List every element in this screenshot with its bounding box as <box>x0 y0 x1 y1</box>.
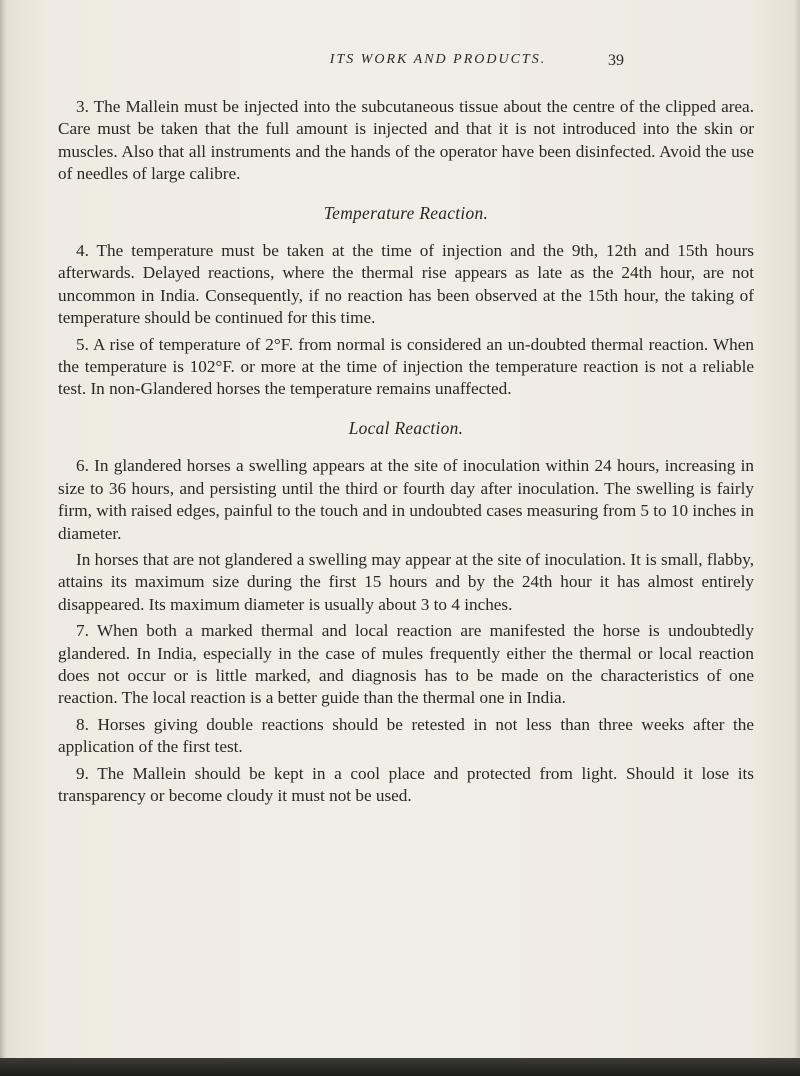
scan-bottom-border <box>0 1058 800 1076</box>
page-edge-shadow <box>794 0 800 1076</box>
heading-local-reaction: Local Reaction. <box>348 417 464 438</box>
paragraph-3: 3. The Mallein must be injected into the subcutaneous tissue about the centre of the clipped area. Care must be taken that the full amount is injected and that it is not introduced into the skin or muscles. Also that all instruments and the hands of the operator have been disinfected. Avoid the use of needles of large calibre. <box>58 97 754 184</box>
paragraph-6-continued: In horses that are not glandered a swelling may appear at the site of inoculation. It is small, flabby, attains its maximum size during the first 15 hours and by the 24th hour it has almost entirely disappeared. Its maximum diameter is usually about 3 to 4 inches. <box>58 549 754 614</box>
paragraph-5: 5. A rise of temperature of 2°F. from normal is considered an un-doubted thermal reaction. When the temperature is 102°F. or more at the time of injection the temperature reaction is not a reliable test. In non-Glandered horses the temperature remains unaffected. <box>58 334 754 399</box>
running-head <box>0 52 800 82</box>
paragraph-9: 9. The Mallein should be kept in a cool place and protected from light. Should it lose its transparency or become cloudy it must not be used. <box>58 763 754 805</box>
heading-temperature-reaction: Temperature Reaction. <box>323 202 489 223</box>
body-text <box>58 96 754 811</box>
page-gutter-shadow <box>0 0 7 1076</box>
running-title: ITS WORK AND PRODUCTS. <box>329 52 547 67</box>
page-number: 39 <box>608 52 624 69</box>
paragraph-4: 4. The temperature must be taken at the time of injection and the 9th, 12th and 15th hours afterwards. Delayed reactions, where the thermal rise appears as late as the 24th hour, are not uncommon in India. Consequently, if no reaction has been observed at the 15th hour, the taking of temperature should be continued for this time. <box>58 241 754 328</box>
paragraph-8: 8. Horses giving double reactions should be retested in not less than three weeks after the application of the first test. <box>58 714 754 757</box>
paragraph-6: 6. In glandered horses a swelling appears at the site of inoculation within 24 hours, increasing in size to 36 hours, and persisting until the third or fourth day after inoculation. The swelling is fairly firm, with raised edges, painful to the touch and in undoubted cases measuring from 5 to 10 inches in diameter. <box>58 456 754 543</box>
paragraph-7: 7. When both a marked thermal and local reaction are manifested the horse is undoubtedly glandered. In India, especially in the case of mules frequently either the thermal or local reaction does not occur or is little marked, and diagnosis has to be made on the characteristics of one reaction. The local reaction is a better guide than the thermal one in India. <box>58 621 754 708</box>
